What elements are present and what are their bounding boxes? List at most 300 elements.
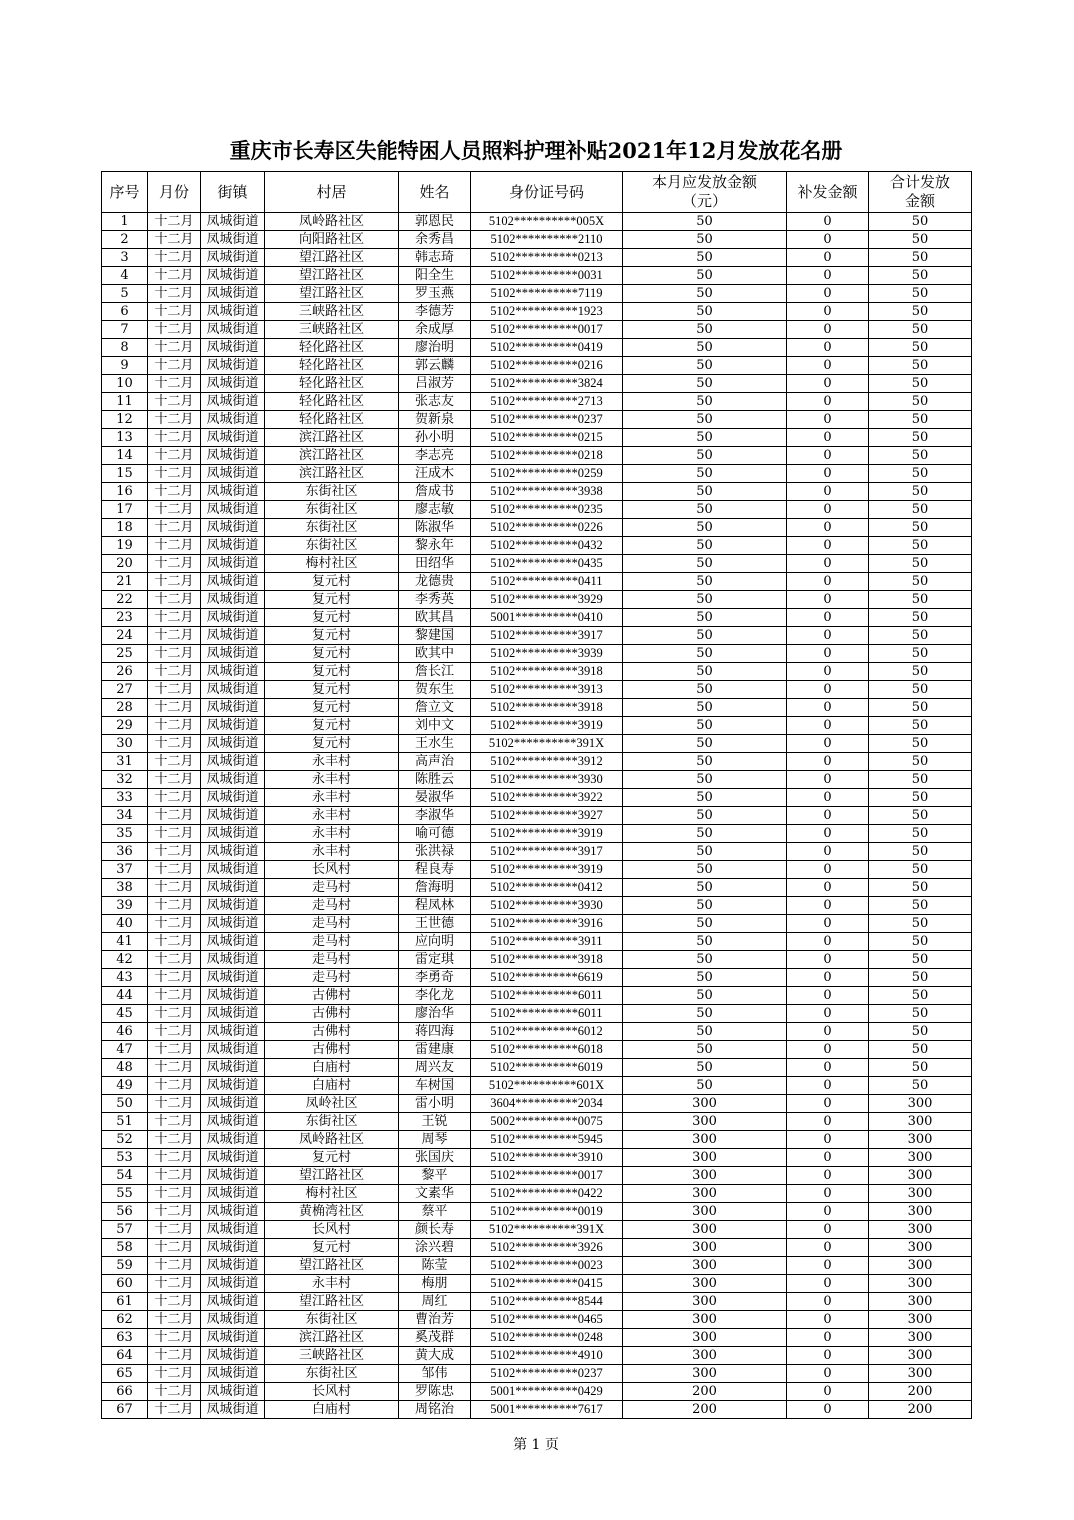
cell-name: 曹治芳	[399, 1311, 471, 1329]
cell-due-amount: 50	[623, 393, 787, 411]
cell-month: 十二月	[148, 447, 201, 465]
cell-name: 黄大成	[399, 1347, 471, 1365]
cell-id: 5102**********0031	[471, 267, 623, 285]
cell-supplement: 0	[787, 267, 869, 285]
cell-street: 凤城街道	[201, 447, 265, 465]
table-row	[102, 897, 972, 915]
cell-due-amount: 50	[623, 411, 787, 429]
cell-month: 十二月	[148, 627, 201, 645]
cell-total: 50	[869, 915, 972, 933]
cell-due-amount: 300	[623, 1365, 787, 1383]
cell-due-amount: 50	[623, 663, 787, 681]
cell-street: 凤城街道	[201, 1203, 265, 1221]
cell-village: 黄桷湾社区	[265, 1203, 399, 1221]
table-row	[102, 1293, 972, 1311]
cell-supplement: 0	[787, 1329, 869, 1347]
cell-id: 5102**********3927	[471, 807, 623, 825]
cell-due-amount: 50	[623, 789, 787, 807]
cell-month: 十二月	[148, 1221, 201, 1239]
cell-seq: 67	[102, 1401, 148, 1419]
cell-supplement: 0	[787, 1077, 869, 1095]
cell-id: 5102**********5945	[471, 1131, 623, 1149]
cell-id: 5102**********0216	[471, 357, 623, 375]
cell-village: 东街社区	[265, 483, 399, 501]
cell-street: 凤城街道	[201, 339, 265, 357]
cell-total: 50	[869, 627, 972, 645]
cell-name: 郭恩民	[399, 213, 471, 231]
cell-due-amount: 300	[623, 1113, 787, 1131]
cell-due-amount: 50	[623, 321, 787, 339]
table-row	[102, 321, 972, 339]
cell-supplement: 0	[787, 1023, 869, 1041]
cell-village: 望江路社区	[265, 1167, 399, 1185]
cell-seq: 25	[102, 645, 148, 663]
cell-village: 东街社区	[265, 537, 399, 555]
cell-total: 50	[869, 717, 972, 735]
cell-id: 5102**********6012	[471, 1023, 623, 1041]
cell-street: 凤城街道	[201, 267, 265, 285]
cell-seq: 12	[102, 411, 148, 429]
table-row	[102, 861, 972, 879]
cell-seq: 34	[102, 807, 148, 825]
cell-name: 汪成木	[399, 465, 471, 483]
cell-supplement: 0	[787, 735, 869, 753]
cell-name: 涂兴碧	[399, 1239, 471, 1257]
cell-name: 张国庆	[399, 1149, 471, 1167]
cell-total: 50	[869, 285, 972, 303]
cell-street: 凤城街道	[201, 1005, 265, 1023]
table-row	[102, 1149, 972, 1167]
cell-month: 十二月	[148, 609, 201, 627]
cell-street: 凤城街道	[201, 213, 265, 231]
cell-village: 凤岭路社区	[265, 1131, 399, 1149]
cell-street: 凤城街道	[201, 303, 265, 321]
cell-supplement: 0	[787, 483, 869, 501]
cell-id: 5102**********6019	[471, 1059, 623, 1077]
cell-street: 凤城街道	[201, 825, 265, 843]
cell-month: 十二月	[148, 717, 201, 735]
cell-total: 300	[869, 1167, 972, 1185]
cell-street: 凤城街道	[201, 1095, 265, 1113]
roster-table	[101, 171, 972, 1419]
cell-month: 十二月	[148, 429, 201, 447]
cell-total: 50	[869, 519, 972, 537]
cell-village: 望江路社区	[265, 249, 399, 267]
cell-seq: 8	[102, 339, 148, 357]
table-row	[102, 807, 972, 825]
cell-seq: 41	[102, 933, 148, 951]
total-line2: 金额	[904, 192, 935, 210]
cell-month: 十二月	[148, 483, 201, 501]
cell-due-amount: 50	[623, 465, 787, 483]
cell-month: 十二月	[148, 1149, 201, 1167]
cell-id: 5102**********3916	[471, 915, 623, 933]
table-body	[102, 213, 972, 1419]
cell-id: 5102**********3918	[471, 951, 623, 969]
cell-name: 文素华	[399, 1185, 471, 1203]
cell-month: 十二月	[148, 1059, 201, 1077]
cell-total: 300	[869, 1293, 972, 1311]
cell-id: 5102**********3919	[471, 825, 623, 843]
cell-total: 50	[869, 267, 972, 285]
cell-id: 5102**********391X	[471, 1221, 623, 1239]
cell-total: 50	[869, 969, 972, 987]
cell-seq: 7	[102, 321, 148, 339]
cell-supplement: 0	[787, 789, 869, 807]
cell-id: 5102**********0422	[471, 1185, 623, 1203]
cell-id: 5102**********3929	[471, 591, 623, 609]
cell-name: 贺东生	[399, 681, 471, 699]
table-row	[102, 735, 972, 753]
cell-village: 白庙村	[265, 1077, 399, 1095]
cell-due-amount: 50	[623, 771, 787, 789]
cell-due-amount: 50	[623, 519, 787, 537]
cell-due-amount: 50	[623, 447, 787, 465]
cell-total: 50	[869, 375, 972, 393]
cell-supplement: 0	[787, 1221, 869, 1239]
cell-seq: 65	[102, 1365, 148, 1383]
cell-supplement: 0	[787, 429, 869, 447]
cell-due-amount: 300	[623, 1239, 787, 1257]
cell-seq: 33	[102, 789, 148, 807]
cell-due-amount: 50	[623, 231, 787, 249]
cell-id: 5102**********0235	[471, 501, 623, 519]
cell-seq: 66	[102, 1383, 148, 1401]
cell-total: 200	[869, 1401, 972, 1419]
cell-id: 5102**********0226	[471, 519, 623, 537]
cell-name: 李勇奇	[399, 969, 471, 987]
cell-supplement: 0	[787, 1275, 869, 1293]
cell-village: 凤岭社区	[265, 1095, 399, 1113]
cell-street: 凤城街道	[201, 429, 265, 447]
cell-supplement: 0	[787, 519, 869, 537]
cell-street: 凤城街道	[201, 717, 265, 735]
cell-supplement: 0	[787, 393, 869, 411]
cell-village: 轻化路社区	[265, 393, 399, 411]
cell-street: 凤城街道	[201, 951, 265, 969]
cell-month: 十二月	[148, 915, 201, 933]
cell-name: 余秀昌	[399, 231, 471, 249]
table-row	[102, 1077, 972, 1095]
cell-village: 复元村	[265, 609, 399, 627]
cell-supplement: 0	[787, 465, 869, 483]
cell-village: 走马村	[265, 933, 399, 951]
cell-street: 凤城街道	[201, 321, 265, 339]
cell-name: 张志友	[399, 393, 471, 411]
cell-street: 凤城街道	[201, 1167, 265, 1185]
cell-name: 詹长江	[399, 663, 471, 681]
cell-street: 凤城街道	[201, 465, 265, 483]
cell-due-amount: 300	[623, 1311, 787, 1329]
cell-due-amount: 50	[623, 555, 787, 573]
cell-name: 龙德贵	[399, 573, 471, 591]
table-row	[102, 681, 972, 699]
cell-due-amount: 50	[623, 717, 787, 735]
cell-supplement: 0	[787, 447, 869, 465]
cell-id: 5102**********391X	[471, 735, 623, 753]
cell-seq: 35	[102, 825, 148, 843]
table-row	[102, 339, 972, 357]
cell-total: 50	[869, 501, 972, 519]
cell-seq: 5	[102, 285, 148, 303]
cell-id: 5102**********3912	[471, 753, 623, 771]
cell-month: 十二月	[148, 375, 201, 393]
cell-id: 5102**********3919	[471, 717, 623, 735]
cell-due-amount: 50	[623, 1059, 787, 1077]
cell-month: 十二月	[148, 1185, 201, 1203]
cell-id: 5102**********6011	[471, 1005, 623, 1023]
cell-month: 十二月	[148, 1023, 201, 1041]
cell-name: 陈淑华	[399, 519, 471, 537]
cell-due-amount: 300	[623, 1185, 787, 1203]
cell-total: 50	[869, 897, 972, 915]
table-row	[102, 1239, 972, 1257]
cell-id: 5102**********0017	[471, 321, 623, 339]
cell-name: 刘中文	[399, 717, 471, 735]
cell-name: 詹成书	[399, 483, 471, 501]
cell-seq: 9	[102, 357, 148, 375]
table-row	[102, 375, 972, 393]
cell-village: 三峡路社区	[265, 303, 399, 321]
cell-name: 阳全生	[399, 267, 471, 285]
cell-month: 十二月	[148, 1365, 201, 1383]
table-row	[102, 645, 972, 663]
page-title: 重庆市长寿区失能特困人员照料护理补贴2021年12月发放花名册	[229, 138, 843, 163]
cell-street: 凤城街道	[201, 609, 265, 627]
cell-supplement: 0	[787, 699, 869, 717]
cell-total: 300	[869, 1131, 972, 1149]
cell-name: 周琴	[399, 1131, 471, 1149]
cell-supplement: 0	[787, 645, 869, 663]
cell-supplement: 0	[787, 303, 869, 321]
cell-village: 永丰村	[265, 771, 399, 789]
table-row	[102, 951, 972, 969]
cell-name: 周兴友	[399, 1059, 471, 1077]
table-row	[102, 1401, 972, 1419]
cell-seq: 14	[102, 447, 148, 465]
cell-month: 十二月	[148, 645, 201, 663]
cell-month: 十二月	[148, 771, 201, 789]
cell-id: 5102**********0237	[471, 1365, 623, 1383]
table-row	[102, 537, 972, 555]
cell-due-amount: 50	[623, 681, 787, 699]
table-header	[102, 172, 972, 213]
cell-due-amount: 300	[623, 1167, 787, 1185]
cell-month: 十二月	[148, 519, 201, 537]
cell-street: 凤城街道	[201, 681, 265, 699]
cell-month: 十二月	[148, 537, 201, 555]
cell-supplement: 0	[787, 375, 869, 393]
cell-id: 5102**********3913	[471, 681, 623, 699]
cell-id: 5102**********6018	[471, 1041, 623, 1059]
cell-name: 颜长寿	[399, 1221, 471, 1239]
table-row	[102, 1221, 972, 1239]
cell-month: 十二月	[148, 339, 201, 357]
table-row	[102, 915, 972, 933]
table-row	[102, 717, 972, 735]
table-row	[102, 213, 972, 231]
cell-due-amount: 300	[623, 1203, 787, 1221]
cell-month: 十二月	[148, 1113, 201, 1131]
cell-id: 5102**********0248	[471, 1329, 623, 1347]
col-header-total	[869, 172, 972, 213]
cell-seq: 31	[102, 753, 148, 771]
cell-seq: 46	[102, 1023, 148, 1041]
col-header-street: 街镇	[201, 172, 265, 213]
table-row	[102, 1365, 972, 1383]
table-row	[102, 1059, 972, 1077]
cell-name: 程良寿	[399, 861, 471, 879]
cell-due-amount: 50	[623, 807, 787, 825]
cell-name: 贺新泉	[399, 411, 471, 429]
cell-id: 5102**********3939	[471, 645, 623, 663]
cell-id: 5102**********2713	[471, 393, 623, 411]
cell-street: 凤城街道	[201, 1347, 265, 1365]
col-header-id: 身份证号码	[471, 172, 623, 213]
table-row	[102, 1095, 972, 1113]
table-row	[102, 879, 972, 897]
cell-village: 复元村	[265, 1239, 399, 1257]
cell-month: 十二月	[148, 753, 201, 771]
cell-total: 300	[869, 1239, 972, 1257]
cell-supplement: 0	[787, 861, 869, 879]
cell-month: 十二月	[148, 501, 201, 519]
cell-supplement: 0	[787, 537, 869, 555]
cell-due-amount: 50	[623, 843, 787, 861]
cell-supplement: 0	[787, 825, 869, 843]
cell-due-amount: 50	[623, 753, 787, 771]
table-row	[102, 1041, 972, 1059]
cell-due-amount: 50	[623, 573, 787, 591]
cell-id: 5102**********8544	[471, 1293, 623, 1311]
cell-village: 永丰村	[265, 825, 399, 843]
cell-due-amount: 50	[623, 1041, 787, 1059]
cell-street: 凤城街道	[201, 969, 265, 987]
cell-name: 周铭治	[399, 1401, 471, 1419]
cell-village: 凤岭路社区	[265, 213, 399, 231]
cell-street: 凤城街道	[201, 771, 265, 789]
cell-street: 凤城街道	[201, 555, 265, 573]
cell-village: 滨江路社区	[265, 1329, 399, 1347]
cell-id: 5102**********0218	[471, 447, 623, 465]
cell-month: 十二月	[148, 1131, 201, 1149]
cell-total: 50	[869, 411, 972, 429]
cell-name: 奚茂群	[399, 1329, 471, 1347]
cell-name: 李淑华	[399, 807, 471, 825]
cell-due-amount: 300	[623, 1095, 787, 1113]
cell-id: 5002**********0075	[471, 1113, 623, 1131]
cell-name: 喻可德	[399, 825, 471, 843]
table-row	[102, 1113, 972, 1131]
cell-name: 蒋四海	[399, 1023, 471, 1041]
cell-street: 凤城街道	[201, 1221, 265, 1239]
cell-street: 凤城街道	[201, 1293, 265, 1311]
cell-id: 5102**********3930	[471, 771, 623, 789]
cell-supplement: 0	[787, 1041, 869, 1059]
cell-name: 欧其中	[399, 645, 471, 663]
cell-village: 走马村	[265, 969, 399, 987]
cell-name: 廖治华	[399, 1005, 471, 1023]
cell-street: 凤城街道	[201, 861, 265, 879]
table-row	[102, 411, 972, 429]
cell-village: 望江路社区	[265, 1257, 399, 1275]
cell-due-amount: 50	[623, 357, 787, 375]
cell-due-amount: 50	[623, 897, 787, 915]
cell-id: 5102**********3938	[471, 483, 623, 501]
cell-street: 凤城街道	[201, 627, 265, 645]
cell-id: 5102**********0412	[471, 879, 623, 897]
cell-village: 滨江路社区	[265, 465, 399, 483]
cell-village: 古佛村	[265, 1005, 399, 1023]
table-row	[102, 933, 972, 951]
cell-total: 50	[869, 357, 972, 375]
cell-village: 三峡路社区	[265, 1347, 399, 1365]
cell-street: 凤城街道	[201, 933, 265, 951]
cell-name: 黎建国	[399, 627, 471, 645]
cell-name: 黎平	[399, 1167, 471, 1185]
cell-street: 凤城街道	[201, 663, 265, 681]
cell-supplement: 0	[787, 627, 869, 645]
cell-month: 十二月	[148, 1077, 201, 1095]
cell-id: 5102**********0237	[471, 411, 623, 429]
cell-village: 长风村	[265, 1383, 399, 1401]
col-header-name: 姓名	[399, 172, 471, 213]
cell-name: 田绍华	[399, 555, 471, 573]
cell-month: 十二月	[148, 213, 201, 231]
cell-street: 凤城街道	[201, 987, 265, 1005]
cell-street: 凤城街道	[201, 357, 265, 375]
cell-seq: 21	[102, 573, 148, 591]
cell-supplement: 0	[787, 321, 869, 339]
cell-name: 余成厚	[399, 321, 471, 339]
cell-name: 韩志琦	[399, 249, 471, 267]
table-row	[102, 663, 972, 681]
cell-due-amount: 300	[623, 1275, 787, 1293]
cell-seq: 63	[102, 1329, 148, 1347]
cell-village: 复元村	[265, 735, 399, 753]
cell-total: 50	[869, 555, 972, 573]
table-row	[102, 231, 972, 249]
cell-name: 雷定琪	[399, 951, 471, 969]
cell-seq: 1	[102, 213, 148, 231]
cell-street: 凤城街道	[201, 519, 265, 537]
cell-village: 轻化路社区	[265, 339, 399, 357]
cell-month: 十二月	[148, 1167, 201, 1185]
cell-total: 50	[869, 537, 972, 555]
cell-village: 三峡路社区	[265, 321, 399, 339]
cell-month: 十二月	[148, 393, 201, 411]
table-row	[102, 825, 972, 843]
table-row	[102, 1023, 972, 1041]
cell-village: 永丰村	[265, 753, 399, 771]
cell-street: 凤城街道	[201, 285, 265, 303]
cell-due-amount: 50	[623, 591, 787, 609]
cell-total: 50	[869, 825, 972, 843]
cell-due-amount: 50	[623, 483, 787, 501]
cell-due-amount: 50	[623, 303, 787, 321]
cell-total: 300	[869, 1365, 972, 1383]
cell-id: 5102**********2110	[471, 231, 623, 249]
cell-seq: 43	[102, 969, 148, 987]
cell-name: 李秀英	[399, 591, 471, 609]
cell-month: 十二月	[148, 1293, 201, 1311]
cell-village: 古佛村	[265, 1041, 399, 1059]
cell-street: 凤城街道	[201, 1311, 265, 1329]
cell-total: 50	[869, 987, 972, 1005]
cell-street: 凤城街道	[201, 807, 265, 825]
cell-total: 50	[869, 1077, 972, 1095]
cell-supplement: 0	[787, 1347, 869, 1365]
